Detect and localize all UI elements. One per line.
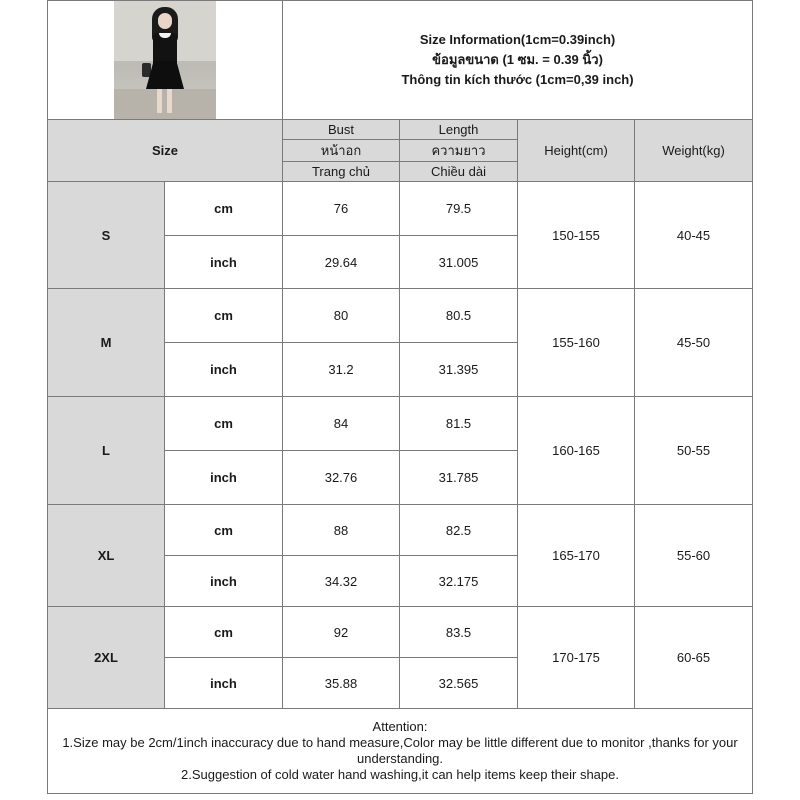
unit-label: cm [165, 289, 283, 343]
attention-cell [48, 709, 753, 794]
length-inch: 32.565 [400, 658, 518, 709]
length-cm: 80.5 [400, 289, 518, 343]
unit-label: cm [165, 505, 283, 556]
attention-note-2: 2.Suggestion of cold water hand washing,it can help items keep their shape. [181, 767, 619, 782]
info-line-en: Size Information(1cm=0.39inch) [419, 32, 616, 47]
weight-range: 45-50 [635, 289, 753, 397]
unit-label: cm [165, 182, 283, 236]
size-name: L [48, 397, 165, 505]
bust-cm: 84 [283, 397, 400, 451]
table-row [48, 182, 753, 236]
size-name: S [48, 182, 165, 289]
header-row [48, 1, 753, 120]
bust-header-en: Bust [283, 120, 400, 140]
length-header-en: Length [400, 120, 518, 140]
size-name: 2XL [48, 607, 165, 709]
model-photo [114, 1, 216, 119]
table-row [48, 505, 753, 556]
table-row [48, 397, 753, 451]
bust-inch: 29.64 [283, 236, 400, 289]
size-header: Size [48, 120, 283, 182]
photo-cell [48, 1, 283, 120]
weight-range: 55-60 [635, 505, 753, 607]
attention-note-1: 1.Size may be 2cm/1inch inaccuracy due to hand measure,Color may be little different due to monitor ,thanks for your understanding. [62, 735, 738, 766]
table-row [48, 607, 753, 658]
weight-range: 40-45 [635, 182, 753, 289]
length-cm: 81.5 [400, 397, 518, 451]
info-line-th: ข้อมูลขนาด (1 ซม. = 0.39 นิ้ว) [432, 52, 603, 67]
unit-label: cm [165, 397, 283, 451]
weight-range: 60-65 [635, 607, 753, 709]
bust-header-th: หน้าอก [283, 140, 400, 162]
length-inch: 32.175 [400, 556, 518, 607]
length-inch: 31.785 [400, 451, 518, 505]
size-name: XL [48, 505, 165, 607]
size-name: M [48, 289, 165, 397]
length-cm: 82.5 [400, 505, 518, 556]
unit-label: cm [165, 607, 283, 658]
length-cm: 83.5 [400, 607, 518, 658]
unit-label: inch [165, 236, 283, 289]
height-range: 155-160 [518, 289, 635, 397]
height-range: 165-170 [518, 505, 635, 607]
unit-label: inch [165, 658, 283, 709]
length-header-vi: Chiều dài [400, 162, 518, 182]
unit-label: inch [165, 556, 283, 607]
weight-header: Weight(kg) [635, 120, 753, 182]
table-row [48, 289, 753, 343]
info-line-vi: Thông tin kích thước (1cm=0,39 inch) [401, 72, 634, 87]
bust-header-vi: Trang chủ [283, 162, 400, 182]
unit-label: inch [165, 343, 283, 397]
height-header: Height(cm) [518, 120, 635, 182]
height-range: 160-165 [518, 397, 635, 505]
height-range: 150-155 [518, 182, 635, 289]
bust-cm: 88 [283, 505, 400, 556]
bust-inch: 32.76 [283, 451, 400, 505]
bust-cm: 92 [283, 607, 400, 658]
weight-range: 50-55 [635, 397, 753, 505]
size-chart-sheet [47, 0, 752, 800]
bust-inch: 31.2 [283, 343, 400, 397]
height-range: 170-175 [518, 607, 635, 709]
attention-title: Attention: [372, 719, 428, 734]
size-information-cell [283, 1, 753, 120]
attention-row [48, 709, 753, 794]
bust-inch: 35.88 [283, 658, 400, 709]
unit-label: inch [165, 451, 283, 505]
bust-cm: 80 [283, 289, 400, 343]
column-header-row-1 [48, 120, 753, 140]
length-inch: 31.005 [400, 236, 518, 289]
length-inch: 31.395 [400, 343, 518, 397]
size-chart-table [47, 0, 753, 794]
bust-cm: 76 [283, 182, 400, 236]
length-header-th: ความยาว [400, 140, 518, 162]
bust-inch: 34.32 [283, 556, 400, 607]
length-cm: 79.5 [400, 182, 518, 236]
